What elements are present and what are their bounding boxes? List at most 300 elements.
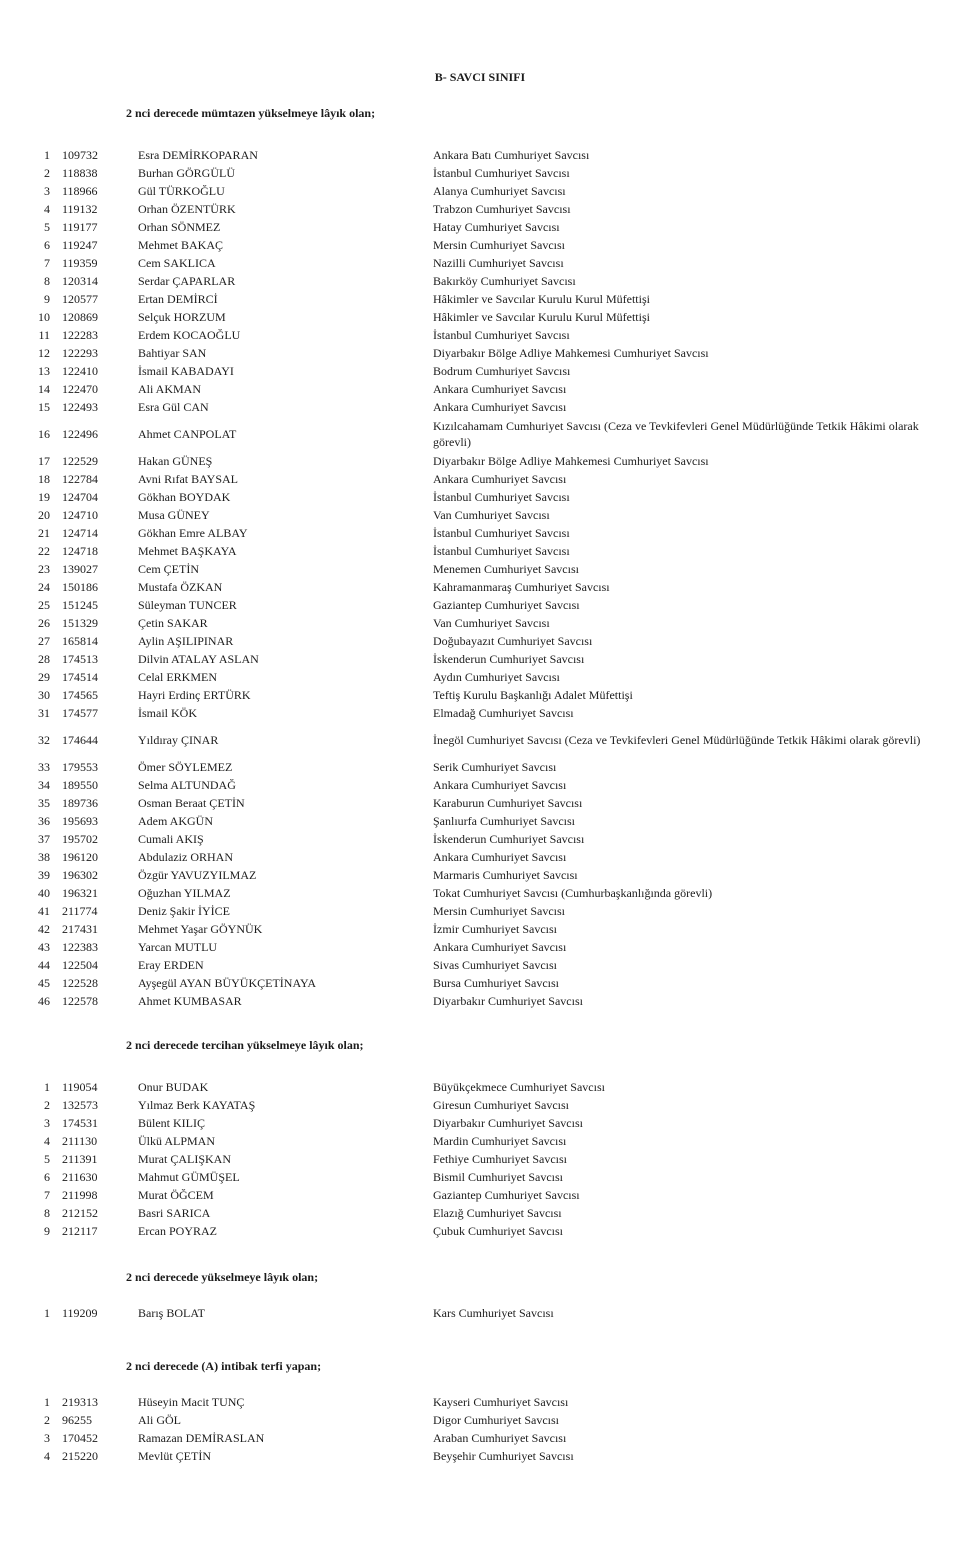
person-name: Bahtiyar SAN	[138, 346, 207, 360]
list-item	[30, 884, 950, 902]
person-name: Cumali AKIŞ	[138, 832, 204, 846]
section-heading: 2 nci derecede (A) intibak terfi yapan;	[126, 1359, 322, 1373]
person-name: Ayşegül AYAN BÜYÜKÇETİNAYA	[138, 976, 317, 990]
person-name: Ömer SÖYLEMEZ	[138, 760, 233, 774]
person-name: Yıldıray ÇINAR	[138, 733, 219, 747]
person-name: Erdem KOCAOĞLU	[138, 328, 241, 342]
row-number: 3	[44, 1116, 50, 1130]
person-name: Adem AKGÜN	[138, 814, 213, 828]
list-item	[30, 992, 950, 1010]
list-item	[30, 488, 950, 506]
sicil-number: 122496	[62, 427, 98, 441]
sicil-number: 165814	[62, 634, 98, 648]
person-name: Özgür YAVUZYILMAZ	[138, 868, 257, 882]
list-item	[30, 182, 950, 200]
row-number: 6	[44, 238, 50, 252]
row-number: 5	[44, 1152, 50, 1166]
row-number: 33	[38, 760, 50, 774]
assignment: İzmir Cumhuriyet Savcısı	[433, 922, 557, 936]
assignment: Araban Cumhuriyet Savcısı	[433, 1431, 567, 1445]
assignment: Mersin Cumhuriyet Savcısı	[433, 238, 565, 252]
section-mumtazen	[30, 104, 950, 1010]
row-number: 34	[38, 778, 50, 792]
person-name: Oğuzhan YILMAZ	[138, 886, 231, 900]
sicil-number: 150186	[62, 580, 98, 594]
list-item	[30, 344, 950, 362]
list-item	[30, 164, 950, 182]
row-number: 1	[44, 148, 50, 162]
list-item	[30, 308, 950, 326]
list-item	[30, 1114, 950, 1132]
sicil-number: 122470	[62, 382, 98, 396]
row-number: 17	[38, 454, 50, 468]
list-item	[30, 398, 950, 416]
assignment: Bodrum Cumhuriyet Savcısı	[433, 364, 571, 378]
list-item	[30, 524, 950, 542]
person-name: Murat ÖĞCEM	[138, 1188, 214, 1202]
assignment: Ankara Cumhuriyet Savcısı	[433, 778, 567, 792]
assignment: Büyükçekmece Cumhuriyet Savcısı	[433, 1080, 605, 1094]
row-number: 13	[38, 364, 50, 378]
person-name: Ercan POYRAZ	[138, 1224, 217, 1238]
sicil-number: 174514	[62, 670, 98, 684]
row-number: 3	[44, 1431, 50, 1445]
assignment: Kars Cumhuriyet Savcısı	[433, 1306, 554, 1320]
row-number: 4	[44, 1134, 50, 1148]
person-name: Osman Beraat ÇETİN	[138, 796, 245, 810]
sicil-number: 174565	[62, 688, 98, 702]
assignment: Bismil Cumhuriyet Savcısı	[433, 1170, 564, 1184]
row-number: 7	[44, 256, 50, 270]
row-number: 7	[44, 1188, 50, 1202]
assignment: Nazilli Cumhuriyet Savcısı	[433, 256, 564, 270]
row-number: 18	[38, 472, 50, 486]
list-item	[30, 146, 950, 164]
list-item	[30, 1168, 950, 1186]
assignment: İnegöl Cumhuriyet Savcısı (Ceza ve Tevkifevleri Genel Müdürlüğünde Tetkik Hâkimi olarak görevli)	[433, 733, 921, 747]
row-number: 1	[44, 1080, 50, 1094]
row-number: 23	[38, 562, 50, 576]
person-name: Orhan ÖZENTÜRK	[138, 202, 236, 216]
list-item	[30, 578, 950, 596]
assignment: Hâkimler ve Savcılar Kurulu Kurul Müfettişi	[433, 310, 650, 324]
sicil-number: 118838	[62, 166, 98, 180]
assignment: Bursa Cumhuriyet Savcısı	[433, 976, 559, 990]
row-number: 2	[44, 1098, 50, 1112]
person-name: Musa GÜNEY	[138, 508, 210, 522]
list-item	[30, 326, 950, 344]
assignment: Kayseri Cumhuriyet Savcısı	[433, 1395, 569, 1409]
person-name: Mehmet BAŞKAYA	[138, 544, 237, 558]
sicil-number: 174577	[62, 706, 98, 720]
sicil-number: 122784	[62, 472, 98, 486]
list-item	[30, 1393, 950, 1411]
list-item	[30, 1132, 950, 1150]
person-name: Çetin SAKAR	[138, 616, 208, 630]
assignment: Karaburun Cumhuriyet Savcısı	[433, 796, 583, 810]
person-name: Orhan SÖNMEZ	[138, 220, 221, 234]
sicil-number: 211630	[62, 1170, 98, 1184]
row-number: 36	[38, 814, 50, 828]
assignment: Elmadağ Cumhuriyet Savcısı	[433, 706, 574, 720]
person-name: Mehmet BAKAÇ	[138, 238, 223, 252]
sicil-number: 124710	[62, 508, 98, 522]
list-item	[30, 1411, 950, 1429]
sicil-number: 124714	[62, 526, 98, 540]
person-name: Basri SARICA	[138, 1206, 211, 1220]
sicil-number: 122383	[62, 940, 98, 954]
sicil-number: 170452	[62, 1431, 98, 1445]
person-name: Murat ÇALIŞKAN	[138, 1152, 231, 1166]
sicil-number: 118966	[62, 184, 98, 198]
list-item	[30, 506, 950, 524]
list-item	[30, 614, 950, 632]
assignment: Fethiye Cumhuriyet Savcısı	[433, 1152, 567, 1166]
list-item	[30, 200, 950, 218]
list-item	[30, 632, 950, 650]
assignment: Teftiş Kurulu Başkanlığı Adalet Müfettişi	[433, 688, 633, 702]
list-item	[30, 938, 950, 956]
list-item	[30, 1204, 950, 1222]
person-name: Barış BOLAT	[138, 1306, 205, 1320]
sicil-number: 120314	[62, 274, 98, 288]
section-rows	[30, 1078, 950, 1240]
list-item	[30, 542, 950, 560]
sicil-number: 122578	[62, 994, 98, 1008]
list-item	[30, 1447, 950, 1465]
list-item	[30, 956, 950, 974]
row-number: 25	[38, 598, 50, 612]
list-item	[30, 290, 950, 308]
assignment: Van Cumhuriyet Savcısı	[433, 616, 550, 630]
person-name: Esra Gül CAN	[138, 400, 209, 414]
sicil-number: 215220	[62, 1449, 98, 1463]
assignment: Ankara Cumhuriyet Savcısı	[433, 400, 567, 414]
row-number: 15	[38, 400, 50, 414]
assignment: Menemen Cumhuriyet Savcısı	[433, 562, 579, 576]
list-item	[30, 902, 950, 920]
person-name: Mahmut GÜMÜŞEL	[138, 1170, 240, 1184]
assignment: İstanbul Cumhuriyet Savcısı	[433, 328, 570, 342]
assignment: Beyşehir Cumhuriyet Savcısı	[433, 1449, 574, 1463]
assignment: Marmaris Cumhuriyet Savcısı	[433, 868, 578, 882]
document-title: B- SAVCI SINIFI	[434, 70, 526, 84]
sicil-number: 211998	[62, 1188, 98, 1202]
row-number: 28	[38, 652, 50, 666]
list-item	[30, 974, 950, 992]
person-name: Dilvin ATALAY ASLAN	[138, 652, 259, 666]
sicil-number: 122528	[62, 976, 98, 990]
sicil-number: 119054	[62, 1080, 98, 1094]
person-name: Gökhan Emre ALBAY	[138, 526, 248, 540]
row-number: 9	[44, 292, 50, 306]
sicil-number: 122493	[62, 400, 98, 414]
list-item	[30, 758, 950, 776]
sicil-number: 120577	[62, 292, 98, 306]
sicil-number: 119132	[62, 202, 98, 216]
row-number: 10	[38, 310, 50, 324]
assignment: Mersin Cumhuriyet Savcısı	[433, 904, 565, 918]
row-number: 1	[44, 1306, 50, 1320]
section-rows	[30, 1393, 950, 1465]
assignment: Sivas Cumhuriyet Savcısı	[433, 958, 557, 972]
list-item	[30, 830, 950, 848]
sicil-number: 174644	[62, 733, 98, 747]
sicil-number: 124718	[62, 544, 98, 558]
row-number: 19	[38, 490, 50, 504]
list-item	[30, 1429, 950, 1447]
assignment: İstanbul Cumhuriyet Savcısı	[433, 544, 570, 558]
row-number: 41	[38, 904, 50, 918]
row-number: 45	[38, 976, 50, 990]
assignment: Diyarbakır Bölge Adliye Mahkemesi Cumhuriyet Savcısı	[433, 454, 709, 468]
list-item	[30, 470, 950, 488]
list-item	[30, 686, 950, 704]
sicil-number: 195702	[62, 832, 98, 846]
row-number: 22	[38, 544, 50, 558]
person-name: Esra DEMİRKOPARAN	[138, 148, 258, 162]
assignment: Giresun Cumhuriyet Savcısı	[433, 1098, 569, 1112]
list-item	[30, 254, 950, 272]
assignment: Mardin Cumhuriyet Savcısı	[433, 1134, 567, 1148]
assignment: İstanbul Cumhuriyet Savcısı	[433, 526, 570, 540]
assignment: Alanya Cumhuriyet Savcısı	[433, 184, 566, 198]
person-name: Ramazan DEMİRASLAN	[138, 1431, 265, 1445]
row-number: 46	[38, 994, 50, 1008]
list-item	[30, 1096, 950, 1114]
sicil-number: 151329	[62, 616, 98, 630]
section-rows	[30, 1304, 950, 1322]
sicil-number: 119359	[62, 256, 98, 270]
list-item	[30, 650, 950, 668]
assignment: Ankara Cumhuriyet Savcısı	[433, 382, 567, 396]
sicil-number: 174513	[62, 652, 98, 666]
row-number: 2	[44, 1413, 50, 1427]
person-name: Cem ÇETİN	[138, 562, 199, 576]
assignment: Diyarbakır Cumhuriyet Savcısı	[433, 1116, 583, 1130]
sicil-number: 122410	[62, 364, 98, 378]
assignment: İstanbul Cumhuriyet Savcısı	[433, 166, 570, 180]
sicil-number: 195693	[62, 814, 98, 828]
assignment: Gaziantep Cumhuriyet Savcısı	[433, 1188, 580, 1202]
list-item	[30, 668, 950, 686]
person-name: Gökhan BOYDAK	[138, 490, 231, 504]
sicil-number: 189736	[62, 796, 98, 810]
sicil-number: 122504	[62, 958, 98, 972]
sicil-number: 174531	[62, 1116, 98, 1130]
row-number: 42	[38, 922, 50, 936]
list-item	[30, 452, 950, 470]
assignment: Ankara Cumhuriyet Savcısı	[433, 472, 567, 486]
sicil-number: 151245	[62, 598, 98, 612]
assignment: Doğubayazıt Cumhuriyet Savcısı	[433, 634, 593, 648]
sicil-number: 122293	[62, 346, 98, 360]
person-name: Ali AKMAN	[138, 382, 202, 396]
section-heading: 2 nci derecede tercihan yükselmeye lâyık olan;	[126, 1038, 364, 1052]
row-number: 9	[44, 1224, 50, 1238]
sicil-number: 120869	[62, 310, 98, 324]
list-item	[30, 218, 950, 236]
person-name: Abdulaziz ORHAN	[138, 850, 233, 864]
row-number: 21	[38, 526, 50, 540]
sicil-number: 122283	[62, 328, 98, 342]
list-item	[30, 812, 950, 830]
sicil-number: 179553	[62, 760, 98, 774]
list-item	[30, 1222, 950, 1240]
person-name: Onur BUDAK	[138, 1080, 209, 1094]
row-number: 8	[44, 274, 50, 288]
row-number: 32	[38, 733, 50, 747]
assignment: Kızılcahamam Cumhuriyet Savcısı (Ceza ve Tevkifevleri Genel Müdürlüğünde Tetkik Hâkimi olarak görevli)	[433, 419, 919, 449]
list-item	[30, 920, 950, 938]
assignment: Ankara Batı Cumhuriyet Savcısı	[433, 148, 590, 162]
assignment: Ankara Cumhuriyet Savcısı	[433, 850, 567, 864]
sicil-number: 196302	[62, 868, 98, 882]
assignment: Trabzon Cumhuriyet Savcısı	[433, 202, 571, 216]
person-name: Gül TÜRKOĞLU	[138, 184, 225, 198]
row-number: 1	[44, 1395, 50, 1409]
row-number: 31	[38, 706, 50, 720]
list-item	[30, 272, 950, 290]
person-name: Yılmaz Berk KAYATAŞ	[138, 1098, 256, 1112]
assignment: İskenderun Cumhuriyet Savcısı	[433, 832, 585, 846]
section-tercihan	[30, 1036, 950, 1240]
list-item	[30, 848, 950, 866]
person-name: Hüseyin Macit TUNÇ	[138, 1395, 245, 1409]
person-name: Aylin AŞILIPINAR	[138, 634, 234, 648]
person-name: Ali GÖL	[138, 1413, 181, 1427]
section-intibak	[30, 1357, 950, 1465]
person-name: Mevlüt ÇETİN	[138, 1449, 211, 1463]
row-number: 4	[44, 1449, 50, 1463]
row-number: 5	[44, 220, 50, 234]
list-item	[30, 362, 950, 380]
row-number: 6	[44, 1170, 50, 1184]
sicil-number: 132573	[62, 1098, 98, 1112]
sicil-number: 119177	[62, 220, 98, 234]
list-item	[30, 416, 950, 452]
sicil-number: 139027	[62, 562, 98, 576]
person-name: Selma ALTUNDAĞ	[138, 778, 236, 792]
person-name: Hakan GÜNEŞ	[138, 454, 213, 468]
sicil-number: 119209	[62, 1306, 98, 1320]
person-name: Mustafa ÖZKAN	[138, 580, 223, 594]
assignment: Ankara Cumhuriyet Savcısı	[433, 940, 567, 954]
assignment: Van Cumhuriyet Savcısı	[433, 508, 550, 522]
person-name: Hayri Erdinç ERTÜRK	[138, 688, 251, 702]
list-item	[30, 380, 950, 398]
assignment: Aydın Cumhuriyet Savcısı	[433, 670, 560, 684]
person-name: Ülkü ALPMAN	[138, 1134, 216, 1148]
assignment: Kahramanmaraş Cumhuriyet Savcısı	[433, 580, 610, 594]
row-number: 11	[38, 328, 50, 342]
row-number: 39	[38, 868, 50, 882]
person-name: Ertan DEMİRCİ	[138, 292, 218, 306]
person-name: Deniz Şakir İYİCE	[138, 904, 230, 918]
sicil-number: 122529	[62, 454, 98, 468]
person-name: Ahmet CANPOLAT	[138, 427, 237, 441]
section-heading: 2 nci derecede mümtazen yükselmeye lâyık olan;	[126, 106, 376, 120]
row-number: 26	[38, 616, 50, 630]
row-number: 38	[38, 850, 50, 864]
assignment: Elazığ Cumhuriyet Savcısı	[433, 1206, 562, 1220]
row-number: 30	[38, 688, 50, 702]
row-number: 4	[44, 202, 50, 216]
list-item	[30, 1186, 950, 1204]
sicil-number: 211391	[62, 1152, 98, 1166]
row-number: 44	[38, 958, 50, 972]
section-rows	[30, 146, 950, 1010]
row-number: 16	[38, 427, 50, 441]
list-item	[30, 704, 950, 722]
row-number: 37	[38, 832, 50, 846]
row-number: 27	[38, 634, 50, 648]
section-heading: 2 nci derecede yükselmeye lâyık olan;	[126, 1270, 319, 1284]
assignment: İskenderun Cumhuriyet Savcısı	[433, 652, 585, 666]
assignment: Bakırköy Cumhuriyet Savcısı	[433, 274, 576, 288]
row-number: 43	[38, 940, 50, 954]
sicil-number: 196321	[62, 886, 98, 900]
list-item	[30, 1304, 950, 1322]
row-number: 29	[38, 670, 50, 684]
assignment: Diyarbakır Cumhuriyet Savcısı	[433, 994, 583, 1008]
person-name: Avni Rıfat BAYSAL	[138, 472, 239, 486]
person-name: Serdar ÇAPARLAR	[138, 274, 236, 288]
assignment: Diyarbakır Bölge Adliye Mahkemesi Cumhuriyet Savcısı	[433, 346, 709, 360]
sicil-number: 109732	[62, 148, 98, 162]
assignment: Serik Cumhuriyet Savcısı	[433, 760, 557, 774]
list-item	[30, 236, 950, 254]
assignment: Şanlıurfa Cumhuriyet Savcısı	[433, 814, 575, 828]
sicil-number: 196120	[62, 850, 98, 864]
row-number: 14	[38, 382, 50, 396]
sicil-number: 189550	[62, 778, 98, 792]
sicil-number: 219313	[62, 1395, 98, 1409]
list-item	[30, 560, 950, 578]
person-name: Mehmet Yaşar GÖYNÜK	[138, 922, 263, 936]
sicil-number: 211130	[62, 1134, 98, 1148]
person-name: Selçuk HORZUM	[138, 310, 226, 324]
list-item	[30, 794, 950, 812]
person-name: Ahmet KUMBASAR	[138, 994, 242, 1008]
row-number: 2	[44, 166, 50, 180]
sicil-number: 211774	[62, 904, 98, 918]
row-number: 35	[38, 796, 50, 810]
row-number: 20	[38, 508, 50, 522]
person-name: Süleyman TUNCER	[138, 598, 237, 612]
person-name: İsmail KABADAYI	[138, 364, 234, 378]
sicil-number: 212152	[62, 1206, 98, 1220]
sicil-number: 124704	[62, 490, 98, 504]
person-name: İsmail KÖK	[138, 706, 197, 720]
person-name: Yarcan MUTLU	[138, 940, 218, 954]
row-number: 3	[44, 184, 50, 198]
list-item	[30, 1078, 950, 1096]
section-yukselmeye	[30, 1268, 950, 1322]
person-name: Burhan GÖRGÜLÜ	[138, 166, 235, 180]
row-number: 24	[38, 580, 50, 594]
sicil-number: 212117	[62, 1224, 98, 1238]
list-item	[30, 866, 950, 884]
list-item	[30, 722, 950, 758]
assignment: İstanbul Cumhuriyet Savcısı	[433, 490, 570, 504]
person-name: Bülent KILIÇ	[138, 1116, 205, 1130]
assignment: Tokat Cumhuriyet Savcısı (Cumhurbaşkanlığında görevli)	[433, 886, 713, 900]
assignment: Digor Cumhuriyet Savcısı	[433, 1413, 559, 1427]
sicil-number: 96255	[62, 1413, 92, 1427]
assignment: Hatay Cumhuriyet Savcısı	[433, 220, 560, 234]
person-name: Cem SAKLICA	[138, 256, 216, 270]
